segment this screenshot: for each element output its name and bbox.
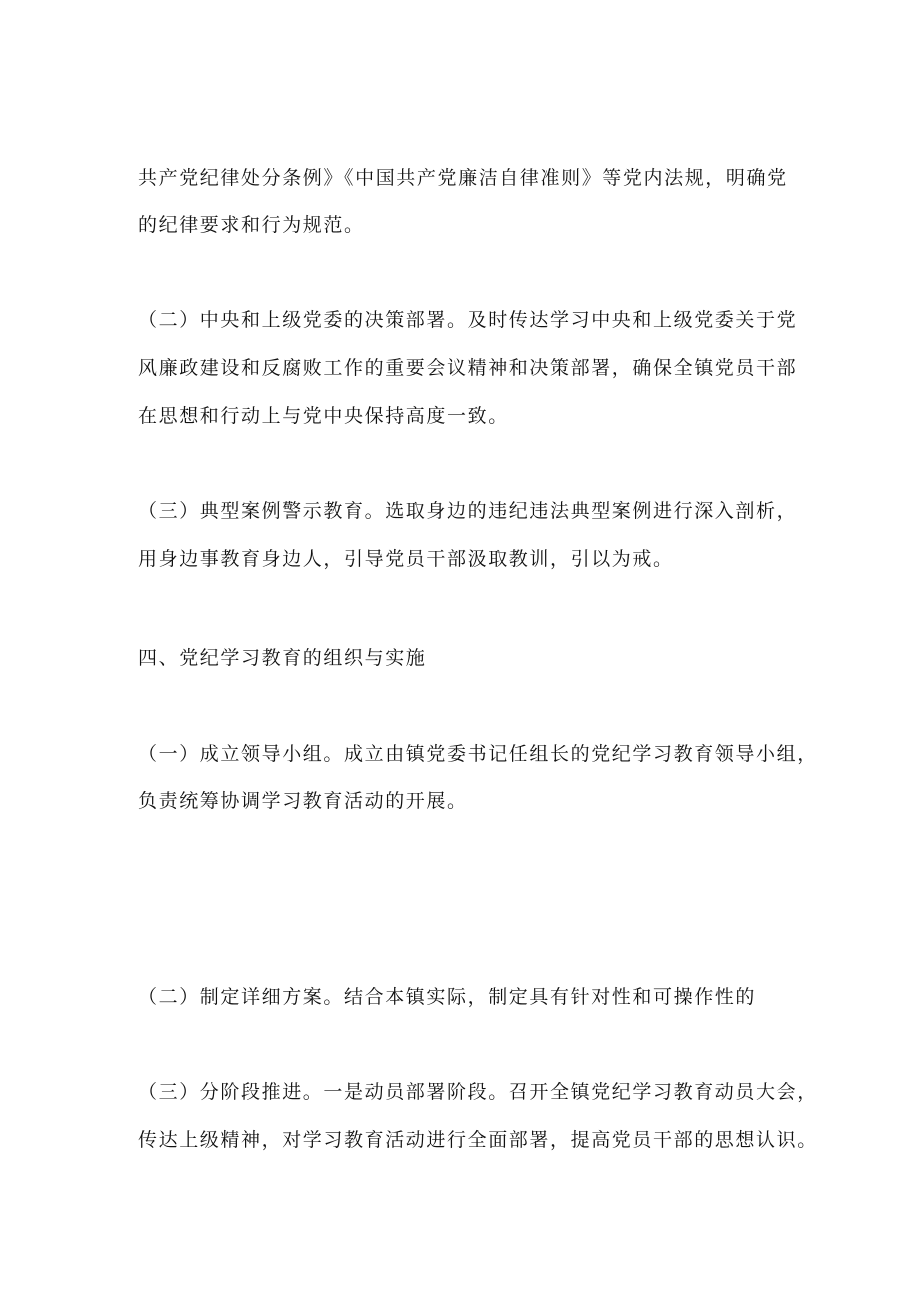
text-line: （二）中央和上级党委的决策部署。及时传达学习中央和上级党委关于党 [138,309,798,331]
text-line: 的纪律要求和行为规范。 [138,214,365,236]
section-heading: 四、党纪学习教育的组织与实施 [138,647,427,669]
text-line: 在思想和行动上与党中央保持高度一致。 [138,405,509,427]
text-line: 用身边事教育身边人，引导党员干部汲取教训，引以为戒。 [138,548,674,570]
text-line: （一）成立领导小组。成立由镇党委书记任组长的党纪学习教育领导小组， [138,743,818,765]
text-line: 风廉政建设和反腐败工作的重要会议精神和决策部署，确保全镇党员干部 [138,357,798,379]
text-line: 共产党纪律处分条例》《中国共产党廉洁自律准则》等党内法规，明确党 [138,167,788,189]
text-line: （三）分阶段推进。一是动员部署阶段。召开全镇党纪学习教育动员大会， [138,1081,818,1103]
text-line: （三）典型案例警示教育。选取身边的违纪违法典型案例进行深入剖析， [138,500,798,522]
text-line: 传达上级精神，对学习教育活动进行全面部署，提高党员干部的思想认识。 [138,1129,818,1151]
text-line: （二）制定详细方案。结合本镇实际，制定具有针对性和可操作性的 [138,986,757,1008]
text-line: 负责统筹协调学习教育活动的开展。 [138,790,468,812]
